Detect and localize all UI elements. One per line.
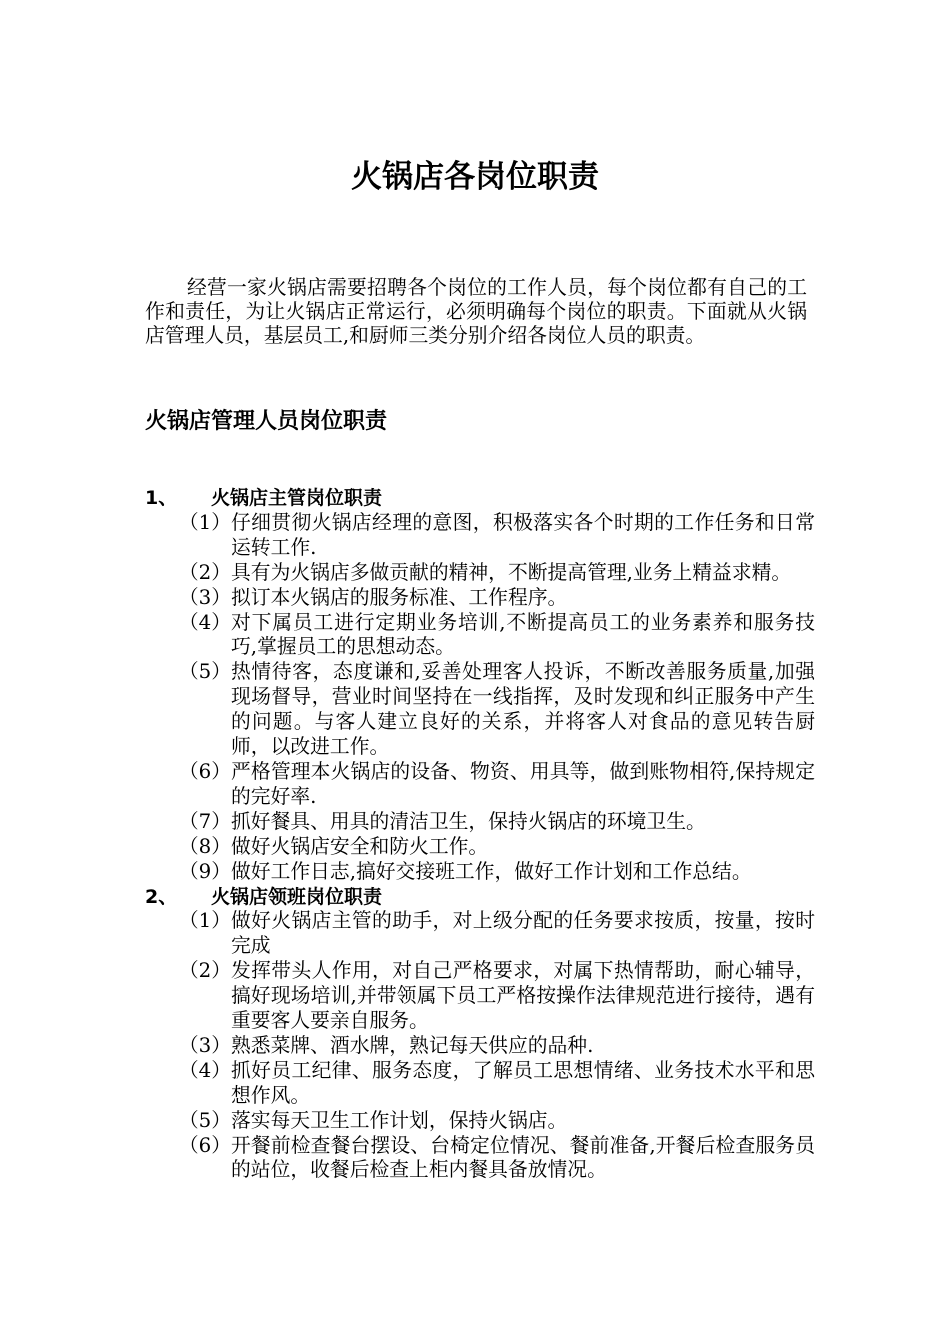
- duty-text: 熟悉菜牌、酒水牌，熟记每天供应的品种.: [231, 1033, 594, 1057]
- duty-item: [145, 1059, 815, 1109]
- duty-number: （9）: [178, 859, 231, 883]
- duty-number: （1）: [178, 909, 231, 933]
- duty-text: 做好工作日志,搞好交接班工作，做好工作计划和工作总结。: [231, 859, 752, 883]
- duty-number: （6）: [178, 759, 231, 783]
- duty-text: 发挥带头人作用，对自己严格要求，对属下热情帮助，耐心辅导，搞好现场培训,并带领属下员工严格按操作法律规范进行接待，遇有重要客人要亲自服务。: [231, 959, 815, 1033]
- duty-item: [145, 611, 815, 661]
- duty-text: 热情待客，态度谦和,妥善处理客人投诉，不断改善服务质量,加强现场督导，营业时间坚持在一线指挥，及时发现和纠正服务中产生的问题。与客人建立良好的关系，并将客人对食品的意见转告厨师，以改进工作。: [231, 660, 815, 759]
- duty-number: （8）: [178, 834, 231, 858]
- role-heading: [145, 486, 815, 511]
- document-title: 火锅店各岗位职责: [351, 159, 599, 195]
- duty-text: 抓好餐具、用具的清洁卫生，保持火锅店的环境卫生。: [231, 809, 706, 833]
- duty-item: [145, 959, 815, 1034]
- duty-text: 落实每天卫生工作计划，保持火锅店。: [231, 1108, 568, 1132]
- duty-item: [145, 1109, 815, 1134]
- duty-number: （3）: [178, 1033, 231, 1057]
- duty-text: 抓好员工纪律、服务态度，了解员工思想情绪、业务技术水平和思想作风。: [231, 1058, 815, 1107]
- role-list: [145, 486, 815, 1183]
- duty-item: [145, 660, 815, 760]
- duty-item: [145, 835, 815, 860]
- duty-item: [145, 1134, 815, 1184]
- duty-text: 开餐前检查餐台摆设、台椅定位情况、餐前准备,开餐后检查服务员的站位，收餐后检查上柜内餐具备放情况。: [231, 1133, 815, 1182]
- role-title: 火锅店主管岗位职责: [211, 487, 383, 509]
- duty-number: （5）: [178, 1108, 231, 1132]
- duty-text: 具有为火锅店多做贡献的精神，不断提高管理,业务上精益求精。: [231, 560, 792, 584]
- duty-text: 仔细贯彻火锅店经理的意图，积极落实各个时期的工作任务和日常运转工作.: [231, 510, 815, 559]
- intro-paragraph: 经营一家火锅店需要招聘各个岗位的工作人员，每个岗位都有自己的工作和责任，为让火锅店正常运行，必须明确每个岗位的职责。下面就从火锅店管理人员，基层员工,和厨师三类分别介绍各岗位人员的职责。: [145, 276, 807, 347]
- duty-item: [145, 760, 815, 810]
- duty-text: 拟订本火锅店的服务标准、工作程序。: [231, 585, 568, 609]
- duty-item: [145, 511, 815, 561]
- duty-item: [145, 860, 815, 885]
- duty-text: 对下属员工进行定期业务培训,不断提高员工的业务素养和服务技巧,掌握员工的思想动态。: [231, 610, 815, 659]
- duty-text: 严格管理本火锅店的设备、物资、用具等，做到账物相符,保持规定的完好率.: [231, 759, 815, 808]
- section-heading: 火锅店管理人员岗位职责: [145, 409, 388, 434]
- duty-item: [145, 909, 815, 959]
- duty-item: [145, 586, 815, 611]
- duty-item: [145, 1034, 815, 1059]
- duty-number: （1）: [178, 510, 231, 534]
- duty-number: （6）: [178, 1133, 231, 1157]
- duty-number: （5）: [178, 660, 231, 684]
- duty-number: （7）: [178, 809, 231, 833]
- duty-number: （2）: [178, 560, 231, 584]
- role-number: 1、: [145, 487, 178, 509]
- duty-text: 做好火锅店主管的助手，对上级分配的任务要求按质，按量，按时完成: [231, 909, 815, 958]
- duty-item: [145, 810, 815, 835]
- duty-number: （3）: [178, 585, 231, 609]
- role-heading: [145, 885, 815, 910]
- duty-text: 做好火锅店安全和防火工作。: [231, 834, 489, 858]
- duty-number: （2）: [178, 959, 231, 983]
- duty-number: （4）: [178, 610, 231, 634]
- duty-item: [145, 561, 815, 586]
- role-number: 2、: [145, 885, 178, 908]
- role-title: 火锅店领班岗位职责: [211, 885, 383, 908]
- duty-number: （4）: [178, 1058, 231, 1082]
